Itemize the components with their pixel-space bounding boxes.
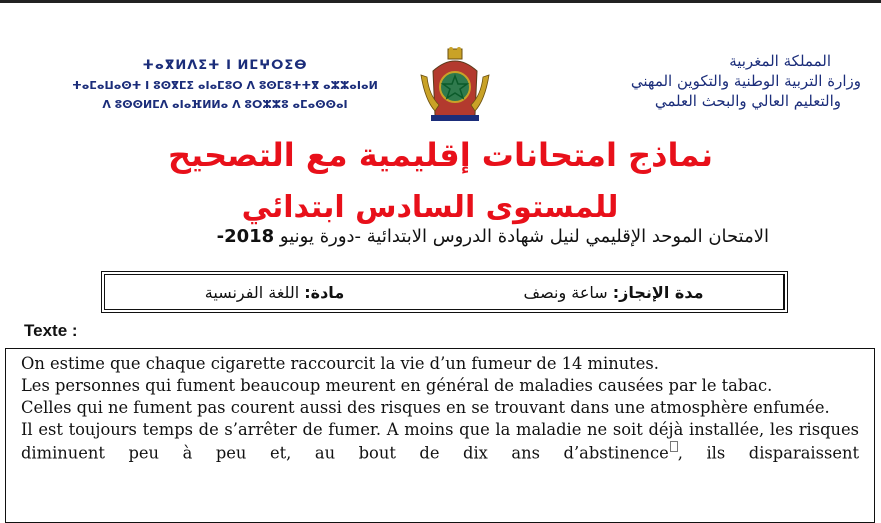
duration-cell (444, 275, 784, 309)
paragraph-3: Celles qui ne fument pas courent aussi des risques en se trouvant dans une atmosphère enfumée. (21, 398, 830, 417)
footnote-marker-icon (670, 441, 678, 452)
top-border (0, 0, 881, 3)
arabic-header (541, 52, 861, 110)
subject-value: اللغة الفرنسية (204, 282, 300, 302)
info-table-inner (104, 274, 785, 310)
overlay-title-line-1: نماذج امتحانات إقليمية مع التصحيح (167, 136, 714, 174)
texte-label: Texte : (24, 321, 78, 340)
paragraph-4 (21, 419, 859, 464)
tifinagh-line-1: ⵜⴰⴳⵍⴷⵉⵜ ⵏ ⵍⵎⵖⵔⵉⴱ (142, 58, 308, 73)
royal-emblem-icon (415, 45, 495, 125)
paragraph-2: Les personnes qui fument beaucoup meurent en général de maladies causées par le tabac. (21, 376, 773, 395)
tifinagh-header (60, 58, 390, 111)
exam-title (217, 226, 769, 247)
exam-year: 2018- (216, 226, 275, 247)
arabic-header-line-1: المملكة المغربية (729, 52, 831, 70)
paragraph-1: On estime que chaque cigarette raccourcit la vie d’un fumeur de 14 minutes. (21, 354, 659, 373)
info-table (101, 271, 788, 313)
arabic-header-line-2: وزارة التربية الوطنية والتكوين المهني (630, 72, 861, 90)
duration-value: ساعة ونصف (523, 282, 608, 302)
duration-label: مدة الإنجاز: (612, 282, 704, 302)
arabic-header-line-3: والتعليم العالي والبحث العلمي (654, 92, 841, 110)
tifinagh-line-3: ⴷ ⵓⵙⵙⵍⵎⴷ ⴰⵏⴰⴼⵍⵍⴰ ⴷ ⵓⵔⵣⵣⵓ ⴰⵎⴰⵙⵙⴰⵏ (102, 98, 348, 111)
subject-label: مادة: (304, 282, 345, 302)
subject-cell (105, 275, 444, 309)
paragraph-4-text: Il est toujours temps de s’arrêter de fumer. A moins que la maladie ne soit déjà installée, les risques diminuent peu à peu et, au bout de dix ans d’abstinence (21, 420, 859, 463)
overlay-title-line-2: للمستوى السادس ابتدائي (241, 190, 619, 225)
paragraph-4-tail: , ils disparaissent (677, 443, 859, 463)
tifinagh-line-2: ⵜⴰⵎⴰⵡⴰⵙⵜ ⵏ ⵓⵙⴳⵎⵉ ⴰⵏⴰⵎⵓⵔ ⴷ ⵓⵙⵎⵓⵜⵜⴳ ⴰⵣⵣⴰⵏⴰⵍ (72, 79, 378, 92)
text-box (5, 348, 875, 523)
exam-title-text: الامتحان الموحد الإقليمي لنيل شهادة الدروس الابتدائية -دورة يونيو (279, 226, 769, 247)
